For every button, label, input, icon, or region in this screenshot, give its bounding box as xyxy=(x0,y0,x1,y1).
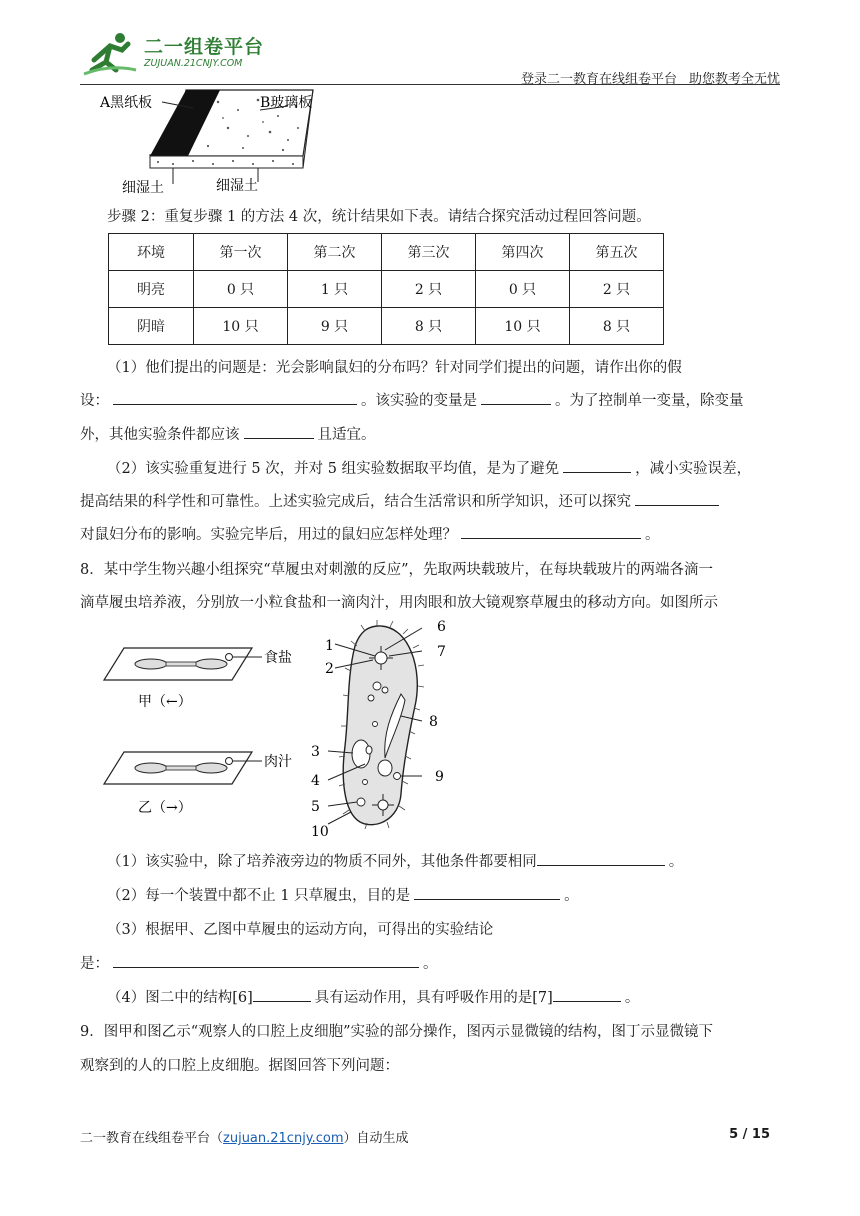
q8-text: （4）图二中的结构[6] xyxy=(107,990,253,1006)
slogan-tagline: 助您教考全无忧 xyxy=(688,72,780,87)
table-header-cell: 第四次 xyxy=(476,234,570,271)
paramecium-diagram xyxy=(305,616,465,841)
q7-part2-line3 xyxy=(80,523,660,544)
table-header-cell: 第五次 xyxy=(570,234,664,271)
header-divider xyxy=(80,84,780,85)
q7-part1-line2 xyxy=(80,389,744,410)
table-cell: 2 只 xyxy=(570,271,664,308)
q7-part2-line1 xyxy=(107,457,751,478)
answer-blank-same[interactable] xyxy=(244,424,314,439)
q8-stem-line1: 8．某中学生物兴趣小组探究“草履虫对刺激的反应”，先取两块载玻片，在每块载玻片的两端各滴一 xyxy=(80,562,714,578)
q7-text: 提高结果的科学性和可靠性。上述实验完成后，结合生活常识和所学知识，还可以探究 xyxy=(80,494,631,510)
q8-stem-line2: 滴草履虫培养液，分别放一小粒食盐和一滴肉汁，用肉眼和放大镜观察草履虫的移动方向。如图所示 xyxy=(80,595,718,611)
table-cell: 10 只 xyxy=(476,308,570,345)
answer-blank-hypothesis[interactable] xyxy=(113,390,357,405)
q7-text: 对鼠妇分布的影响。实验完毕后，用过的鼠妇应怎样处理？ xyxy=(80,527,457,543)
table-cell: 明亮 xyxy=(109,271,194,308)
answer-blank-same-conditions[interactable] xyxy=(537,851,665,866)
table-cell: 0 只 xyxy=(194,271,288,308)
step2-text: 步骤 2：重复步骤 1 的方法 4 次，统计结果如下表。请结合探究活动过程回答问题。 xyxy=(107,209,651,225)
table-cell: 8 只 xyxy=(570,308,664,345)
page-header xyxy=(80,22,780,87)
q8-text: 是： xyxy=(80,956,109,972)
table-header-cell: 第一次 xyxy=(194,234,288,271)
q8-text: （2）每一个装置中都不止 1 只草履虫，目的是 xyxy=(107,888,411,904)
table-header-cell: 环境 xyxy=(109,234,194,271)
answer-blank-handling[interactable] xyxy=(461,524,641,539)
label-soil-right: 细湿土 xyxy=(216,178,258,194)
q8-text: 。 xyxy=(668,854,684,870)
table-header-cell: 第二次 xyxy=(288,234,382,271)
site-logo[interactable] xyxy=(80,30,280,80)
q8-sub4 xyxy=(107,986,639,1007)
q9-stem-line1: 9．图甲和图乙示“观察人的口腔上皮细胞”实验的部分操作，图丙示显微镜的结构，图丁示显微镜下 xyxy=(80,1024,714,1040)
answer-blank-explore[interactable] xyxy=(635,491,719,506)
woodlouse-setup-figure xyxy=(98,88,323,196)
q8-text: 。 xyxy=(423,956,438,972)
answer-blank-structure-7[interactable] xyxy=(553,987,621,1002)
table-cell: 0 只 xyxy=(476,271,570,308)
table-header-cell: 第三次 xyxy=(382,234,476,271)
q7-text: 。该实验的变量是 xyxy=(361,393,477,409)
page-footer xyxy=(80,1127,409,1146)
label-num-4: 4 xyxy=(311,773,320,789)
answer-blank-structure-6[interactable] xyxy=(253,987,311,1002)
table-cell: 8 只 xyxy=(382,308,476,345)
slide-experiment-figure xyxy=(96,640,311,830)
q8-sub3-line2 xyxy=(80,952,438,973)
table-cell: 9 只 xyxy=(288,308,382,345)
table-header-row xyxy=(109,234,664,271)
label-num-7: 7 xyxy=(437,644,446,660)
table-row xyxy=(109,308,664,345)
q9-stem-line2: 观察到的人的口腔上皮细胞。据图回答下列问题： xyxy=(80,1058,399,1074)
footer-link[interactable]: zujuan.21cnjy.com xyxy=(223,1131,344,1146)
label-num-1: 1 xyxy=(325,638,334,654)
page-number: 5 / 15 xyxy=(729,1127,770,1142)
footer-text: 二一教育在线组卷平台（ xyxy=(80,1131,224,1146)
q8-sub2 xyxy=(107,884,579,905)
q7-text: 设： xyxy=(80,393,109,409)
q7-text: ，减小实验误差， xyxy=(635,461,752,477)
q7-text: 。 xyxy=(645,527,660,543)
q7-part1-line3 xyxy=(80,423,376,444)
label-num-9: 9 xyxy=(435,769,444,785)
label-num-3: 3 xyxy=(311,744,320,760)
runner-logo-icon xyxy=(80,30,140,78)
label-glass-board: B玻璃板 xyxy=(260,95,313,111)
q8-text: 。 xyxy=(624,990,640,1006)
results-table xyxy=(108,233,664,345)
label-num-5: 5 xyxy=(311,799,320,815)
answer-blank-purpose[interactable] xyxy=(414,885,560,900)
label-meat-juice: 肉汁 xyxy=(264,754,292,770)
answer-blank-conclusion[interactable] xyxy=(113,953,419,968)
label-num-6: 6 xyxy=(437,619,446,635)
q7-text: 外，其他实验条件都应该 xyxy=(80,427,240,443)
footer-text: ）自动生成 xyxy=(343,1131,409,1146)
q8-text: 具有运动作用，具有呼吸作用的是[7] xyxy=(314,990,553,1006)
label-yi: 乙（→） xyxy=(138,800,192,816)
table-cell: 1 只 xyxy=(288,271,382,308)
table-cell: 10 只 xyxy=(194,308,288,345)
q8-text: （1）该实验中，除了培养液旁边的物质不同外，其他条件都要相同 xyxy=(107,854,537,870)
label-black-board: A黑纸板 xyxy=(100,95,153,111)
label-num-8: 8 xyxy=(429,714,438,730)
q7-text: 。为了控制单一变量，除变量 xyxy=(555,393,744,409)
table-cell: 阴暗 xyxy=(109,308,194,345)
q8-sub1 xyxy=(107,850,683,871)
table-cell: 2 只 xyxy=(382,271,476,308)
q8-text: 。 xyxy=(564,888,579,904)
answer-blank-chance[interactable] xyxy=(563,458,631,473)
table-row xyxy=(109,271,664,308)
logo-subtitle: ZUJUAN.21CNJY.COM xyxy=(144,58,243,69)
q8-sub3-line1: （3）根据甲、乙图中草履虫的运动方向，可得出的实验结论 xyxy=(107,922,494,938)
q7-text: 且适宜。 xyxy=(317,427,376,443)
logo-text: 二一组卷平台 xyxy=(144,36,265,58)
slogan-login[interactable]: 登录二一教育在线组卷平台 xyxy=(520,72,677,87)
label-num-2: 2 xyxy=(325,661,334,677)
label-soil-left: 细湿土 xyxy=(122,180,164,196)
answer-blank-variable[interactable] xyxy=(481,390,551,405)
label-num-10: 10 xyxy=(311,824,329,840)
q7-part1-line1: （1）他们提出的问题是：光会影响鼠妇的分布吗？针对同学们提出的问题，请作出你的假 xyxy=(107,360,682,376)
q7-text: （2）该实验重复进行 5 次，并对 5 组实验数据取平均值，是为了避免 xyxy=(107,461,560,477)
label-jia: 甲（←） xyxy=(138,694,192,710)
q7-part2-line2 xyxy=(80,490,723,511)
label-salt: 食盐 xyxy=(264,650,292,666)
